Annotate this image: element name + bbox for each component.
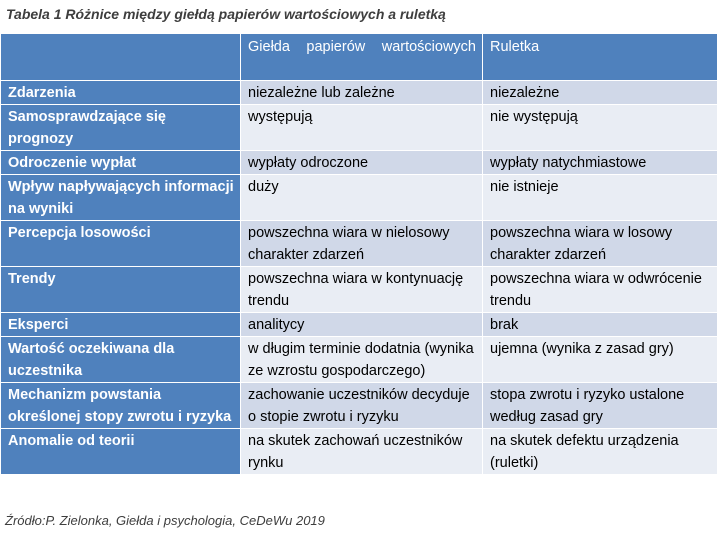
row-label: Mechanizm powstania określonej stopy zwrotu i ryzyka xyxy=(1,383,241,429)
cell-gielda: zachowanie uczestników decyduje o stopie zwrotu i ryzyku xyxy=(241,383,483,429)
cell-ruletka: powszechna wiara w odwrócenie trendu xyxy=(483,267,717,313)
row-label: Anomalie od teorii xyxy=(1,429,241,475)
row-label: Trendy xyxy=(1,267,241,313)
table-caption: Tabela 1 Różnice między giełdą papierów wartościowych a ruletką xyxy=(6,6,446,22)
row-label: Samosprawdzające się prognozy xyxy=(1,105,241,151)
cell-gielda: wypłaty odroczone xyxy=(241,151,483,175)
row-label: Percepcja losowości xyxy=(1,221,241,267)
cell-gielda: analitycy xyxy=(241,313,483,337)
table-row xyxy=(1,429,717,475)
cell-ruletka: nie istnieje xyxy=(483,175,717,221)
table-row xyxy=(1,81,717,105)
cell-ruletka: powszechna wiara w losowy charakter zdarzeń xyxy=(483,221,717,267)
table-row xyxy=(1,175,717,221)
row-label: Wpływ napływających informacji na wyniki xyxy=(1,175,241,221)
cell-gielda: występują xyxy=(241,105,483,151)
row-label: Odroczenie wypłat xyxy=(1,151,241,175)
cell-ruletka: brak xyxy=(483,313,717,337)
cell-ruletka: nie występują xyxy=(483,105,717,151)
row-label: Eksperci xyxy=(1,313,241,337)
table-row xyxy=(1,221,717,267)
table-row xyxy=(1,267,717,313)
row-label: Zdarzenia xyxy=(1,81,241,105)
table-row xyxy=(1,105,717,151)
cell-ruletka: ujemna (wynika z zasad gry) xyxy=(483,337,717,383)
row-label: Wartość oczekiwana dla uczestnika xyxy=(1,337,241,383)
table-header-row xyxy=(1,34,717,81)
header-gielda: Giełda papierów wartościowych xyxy=(241,34,483,81)
cell-ruletka: stopa zwrotu i ryzyko ustalone według zasad gry xyxy=(483,383,717,429)
cell-gielda: na skutek zachowań uczestników rynku xyxy=(241,429,483,475)
comparison-table xyxy=(0,33,717,475)
cell-gielda: powszechna wiara w nielosowy charakter zdarzeń xyxy=(241,221,483,267)
cell-ruletka: niezależne xyxy=(483,81,717,105)
header-ruletka: Ruletka xyxy=(483,34,717,81)
cell-gielda: powszechna wiara w kontynuację trendu xyxy=(241,267,483,313)
cell-gielda: duży xyxy=(241,175,483,221)
cell-ruletka: na skutek defektu urządzenia (ruletki) xyxy=(483,429,717,475)
table-row xyxy=(1,151,717,175)
cell-ruletka: wypłaty natychmiastowe xyxy=(483,151,717,175)
table-row xyxy=(1,383,717,429)
table-row xyxy=(1,313,717,337)
cell-gielda: w długim terminie dodatnia (wynika ze wzrostu gospodarczego) xyxy=(241,337,483,383)
source-note: Źródło:P. Zielonka, Giełda i psychologia, CeDeWu 2019 xyxy=(5,513,325,528)
header-empty-cell xyxy=(1,34,241,81)
table-row xyxy=(1,337,717,383)
cell-gielda: niezależne lub zależne xyxy=(241,81,483,105)
